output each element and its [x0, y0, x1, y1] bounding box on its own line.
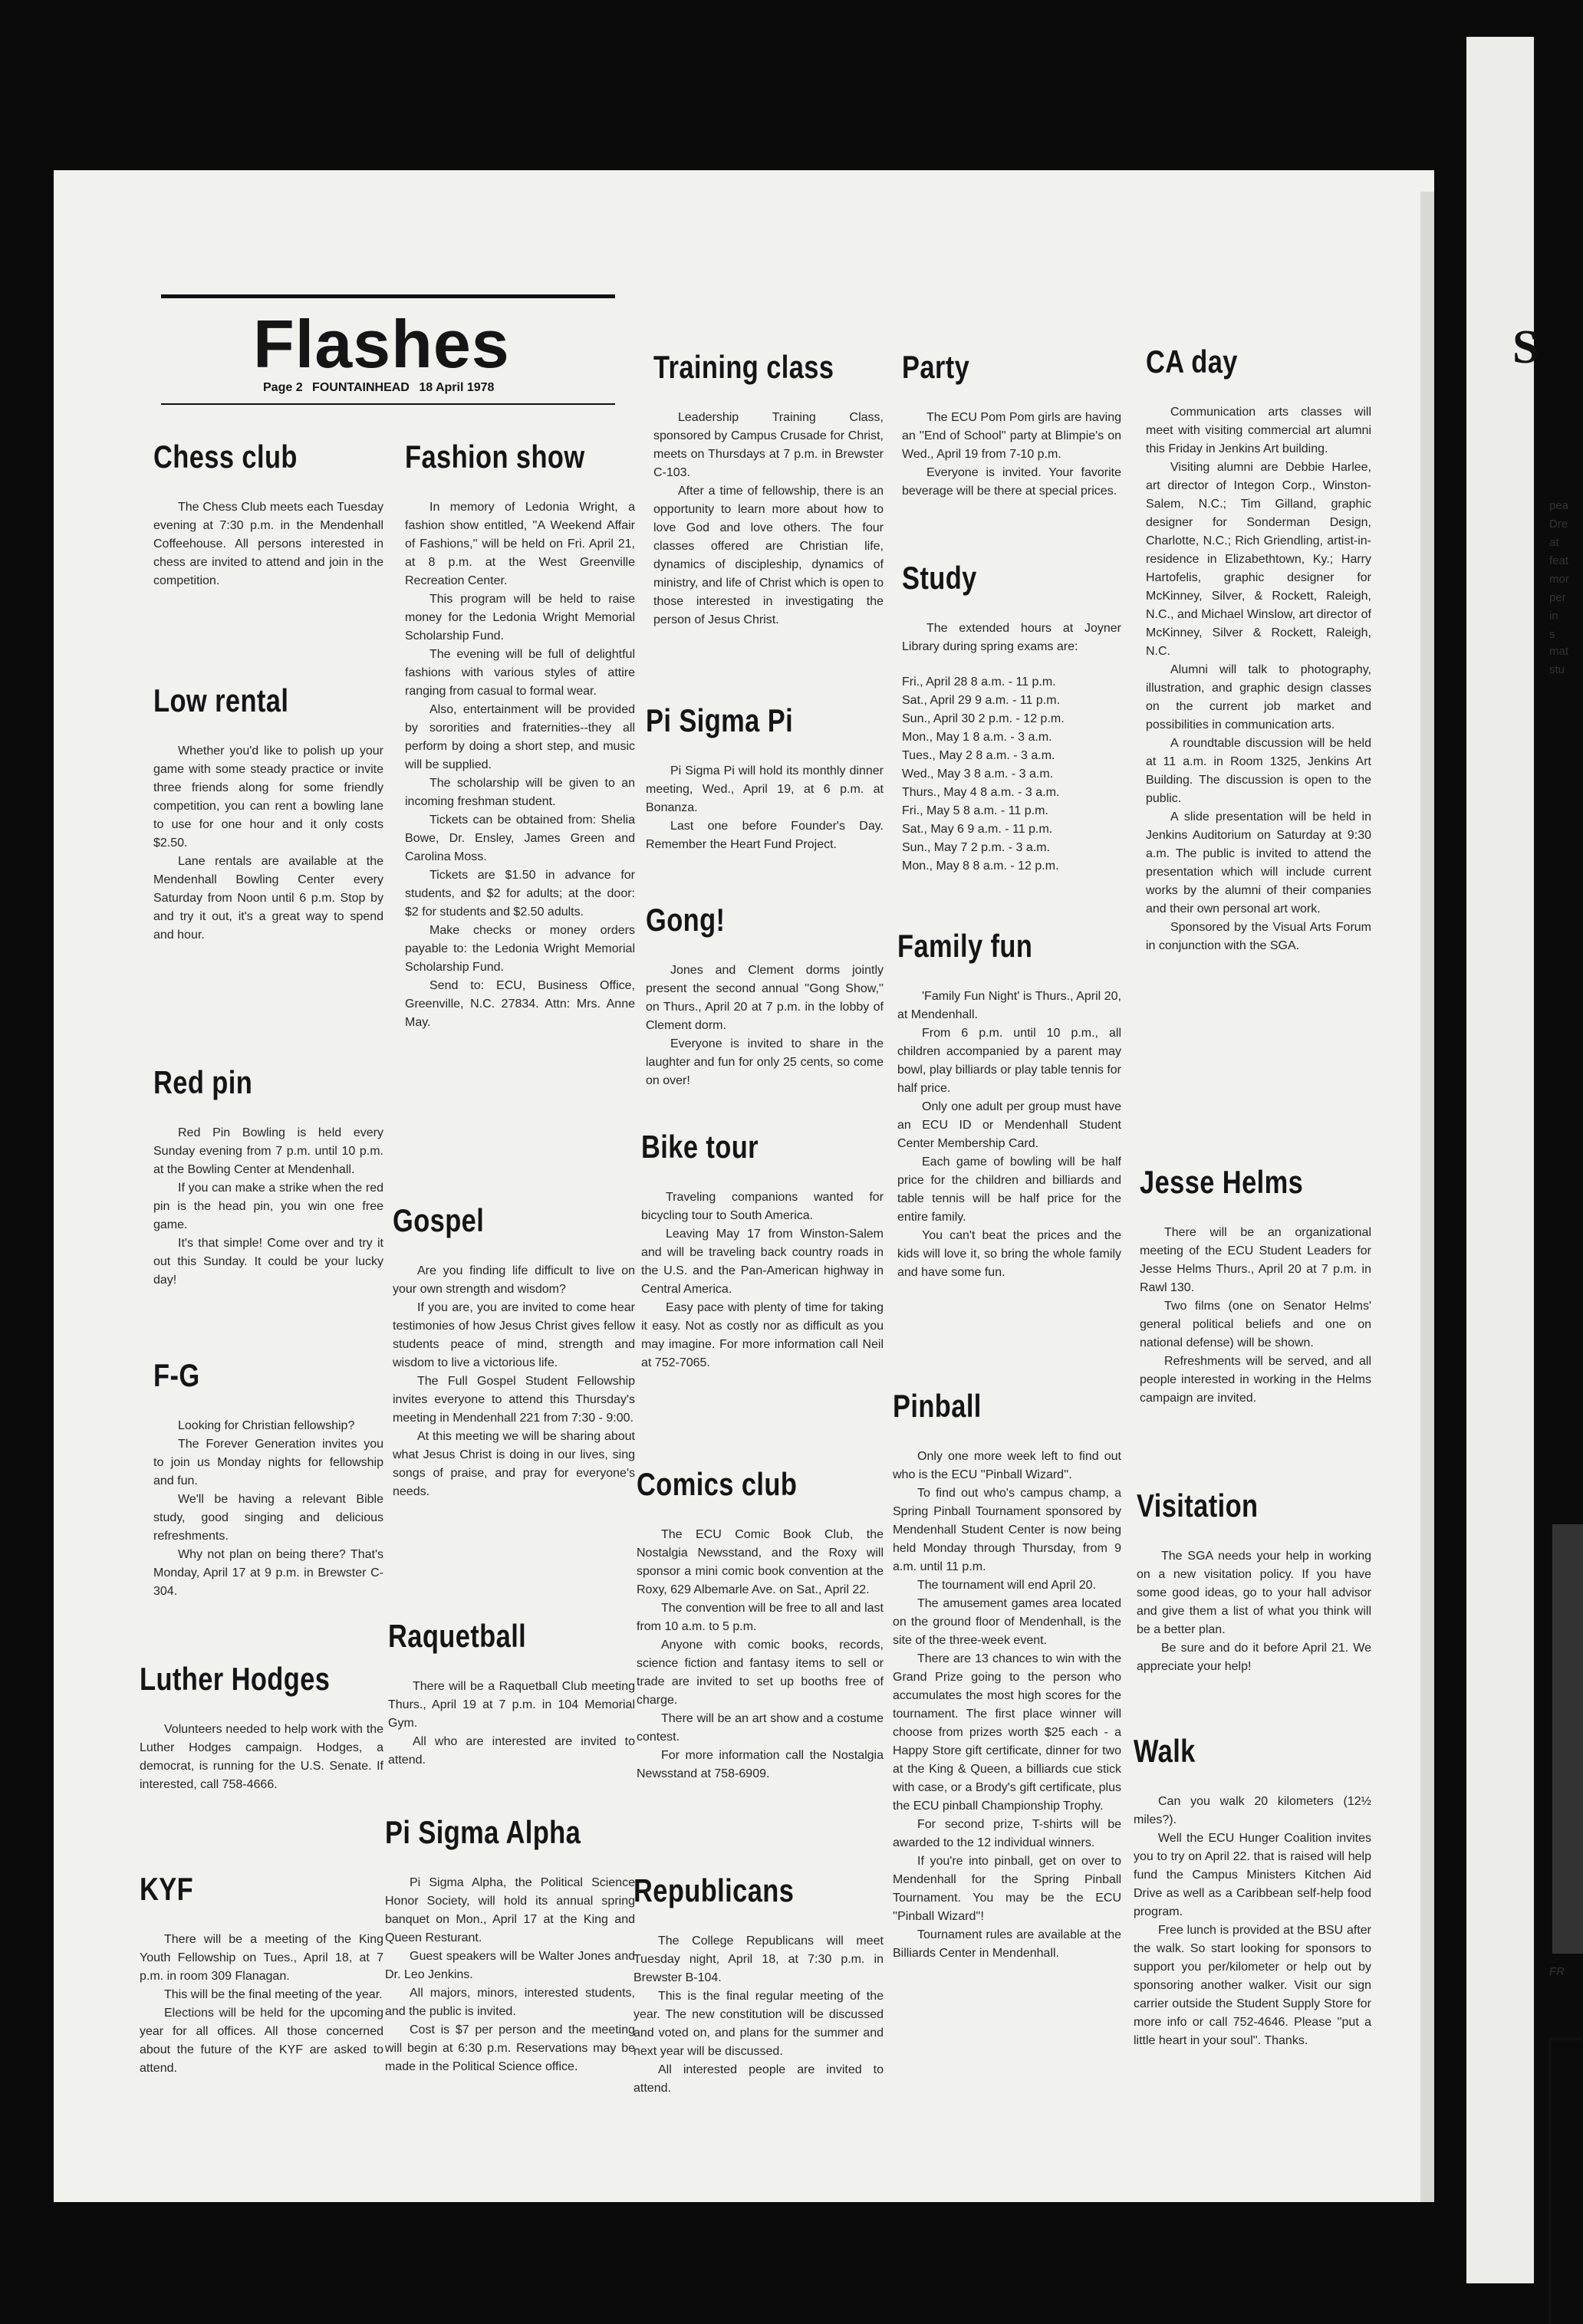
body-paragraph: The extended hours at Joyner Library during spring exams are:	[902, 622, 1121, 653]
body-paragraph: Anyone with comic books, records, science fiction and fantasy items to sell or trade are invited to set up booths free of charge.	[637, 1639, 884, 1707]
body-paragraph: The ECU Comic Book Club, the Nostalgia Newsstand, and the Roxy will sponsor a mini comic book convention at the Roxy, 629 Albemarle Ave. on Sat., April 22.	[637, 1528, 884, 1596]
body-paragraph: Pi Sigma Pi will hold its monthly dinner meeting, Wed., April 19, at 6 p.m. at Bonanza.	[646, 764, 884, 814]
body-paragraph: The SGA needs your help in working on a new visitation policy. If you have some good ideas, go to your hall advisor and give them a list of what you think will be a better plan.	[1137, 1550, 1371, 1636]
adjacent-text-fragment: stu	[1549, 663, 1565, 676]
body-paragraph: This is the final regular meeting of the year. The new constitution will be discussed and voted on, and plans for the summer and next year will be discussed.	[634, 1990, 884, 2058]
body-paragraph: Tickets are $1.50 in advance for students, and $2 for adults; at the door: $2 for students and $2.50 adults.	[405, 869, 635, 919]
adjacent-text-fragment: mat	[1549, 645, 1569, 658]
headline: Party	[902, 349, 970, 385]
masthead-bottom-rule	[161, 403, 615, 405]
body-paragraph: There will be a meeting of the King Youth Fellowship on Tues., April 18, at 7 p.m. in room 309 Flanagan.	[140, 1933, 383, 1983]
body-paragraph: Why not plan on being there? That's Monday, April 17 at 9 p.m. in Brewster C-304.	[153, 1548, 383, 1598]
body-paragraph: Lane rentals are available at the Mendenhall Bowling Center every Saturday from Noon until 6 p.m. Stop by and try it out, it's a great way to spend and hour.	[153, 855, 383, 942]
article-party	[902, 349, 1121, 501]
body-paragraph: The scholarship will be given to an incoming freshman student.	[405, 777, 635, 808]
adjacent-text-fragment: at	[1549, 536, 1559, 549]
body-paragraph: Guest speakers will be Walter Jones and Dr. Leo Jenkins.	[385, 1950, 635, 1981]
headline: F-G	[153, 1357, 200, 1393]
body-paragraph: Whether you'd like to polish up your game with some steady practice or invite three friends along for some friendly competition, you can rent a bowling lane to use for one hour and it only costs $2.50.	[153, 745, 383, 850]
body-paragraph: Elections will be held for the upcoming year for all offices. All those concerned about the future of the KYF are asked to attend.	[140, 2007, 383, 2075]
headline: Family fun	[897, 928, 1033, 964]
issue-date: 18 April 1978	[419, 381, 495, 394]
article-hodges	[140, 1661, 383, 1794]
article-gong	[646, 902, 884, 1090]
body-paragraph: The tournament will end April 20.	[917, 1579, 1097, 1592]
body-paragraph: The ECU Pom Pom girls are having an ''End of School'' party at Blimpie's on Wed., April 19 from 7-10 p.m.	[902, 411, 1121, 461]
headline: Chess club	[153, 439, 298, 475]
body-paragraph: Easy pace with plenty of time for taking it easy. Not as costly nor as difficult as you may imagine. For more information call Neil at 752-7065.	[641, 1301, 884, 1369]
headline: Training class	[653, 349, 834, 385]
body-paragraph: Looking for Christian fellowship?	[178, 1419, 355, 1432]
body-paragraph: Everyone is invited to share in the laughter and fun for only 25 cents, so come on over!	[646, 1037, 884, 1087]
adjacent-box	[1549, 2038, 1582, 2324]
article-family	[897, 928, 1121, 1282]
body-paragraph: Leaving May 17 from Winston-Salem and will be traveling back country roads in the U.S. and the Pan-American highway in Central America.	[641, 1228, 884, 1296]
body-paragraph: Alumni will talk to photography, illustration, and graphic design classes on the current job market and possibilities in communication arts.	[1146, 663, 1371, 731]
body-paragraph: This program will be held to raise money for the Ledonia Wright Memorial Scholarship Fund.	[405, 593, 635, 643]
body-paragraph: Tickets can be obtained from: Shelia Bowe, Dr. Ensley, James Green and Carolina Moss.	[405, 814, 635, 863]
body-paragraph: Visiting alumni are Debbie Harlee, art director of Integon Corp., Winston-Salem, N.C.; Tim Gilland, graphic designer for Sonderman Design, Charlotte, N.C.; Rich Griendling, artist-in-residence in Elizabethtown, Ky.; Harry Hartofelis, graphic designer for McKinney, Silver, & Rockett, Raleigh, N.C., and Michael Winslow, art director of McKinney, Silver & Rockett, Raleigh, N.C.	[1146, 461, 1371, 658]
hours-row: Tues., May 2 8 a.m. - 3 a.m.	[902, 749, 1055, 762]
article-rental	[153, 682, 383, 945]
paper-name: FOUNTAINHEAD	[312, 381, 410, 394]
article-walk	[1134, 1733, 1371, 2050]
article-kyf	[140, 1871, 383, 2078]
adjacent-page	[1466, 37, 1569, 2283]
article-comics	[637, 1466, 884, 1783]
body-paragraph: Well the ECU Hunger Coalition invites you to try on April 22. that is raised will help fund the Campus Ministers Kitchen Aid Drive as well as a Caribbean self-help food program.	[1134, 1832, 1371, 1918]
headline: Low rental	[153, 682, 289, 718]
headline: KYF	[140, 1871, 194, 1907]
headline: Pi Sigma Alpha	[385, 1814, 581, 1850]
adjacent-caption: FR	[1549, 1965, 1565, 1978]
adjacent-text-fragment: feat	[1549, 554, 1569, 567]
article-gospel	[393, 1202, 635, 1501]
headline: CA day	[1146, 344, 1238, 380]
headline: Gospel	[393, 1202, 485, 1238]
body-paragraph: If you can make a strike when the red pin is the head pin, you win one free game.	[153, 1182, 383, 1231]
hours-row: Fri., April 28 8 a.m. - 11 p.m.	[902, 676, 1056, 689]
body-paragraph: If you're into pinball, get on over to Mendenhall for the Spring Pinball Tournament. You may be the ECU ''Pinball Wizard''!	[893, 1855, 1121, 1923]
body-paragraph: For second prize, T-shirts will be awarded to the 12 individual winners.	[893, 1818, 1121, 1849]
hours-row: Wed., May 3 8 a.m. - 3 a.m.	[902, 768, 1054, 781]
hours-row: Sat., May 6 9 a.m. - 11 p.m.	[902, 823, 1053, 836]
adjacent-text-fragment: in s	[1549, 610, 1558, 641]
body-paragraph: Only one adult per group must have an ECU ID or Mendenhall Student Center Membership Card.	[897, 1100, 1121, 1150]
headline: Bike tour	[641, 1129, 759, 1165]
body-paragraph: The Forever Generation invites you to join us Monday nights for fellowship and fun.	[153, 1438, 383, 1487]
body-paragraph: From 6 p.m. until 10 p.m., all children accompanied by a parent may bowl, play billiards or play table tennis for half price.	[897, 1027, 1121, 1095]
body-paragraph: Tournament rules are available at the Billiards Center in Mendenhall.	[893, 1928, 1121, 1960]
body-paragraph: There will be an organizational meeting of the ECU Student Leaders for Jesse Helms Thurs., April 20 at 7 p.m. in Rawl 130.	[1140, 1226, 1371, 1294]
article-raquet	[388, 1618, 635, 1770]
article-bike	[641, 1129, 884, 1372]
headline: Red pin	[153, 1064, 253, 1100]
headline: Walk	[1134, 1733, 1196, 1769]
headline: Luther Hodges	[140, 1661, 331, 1697]
page-fold-shadow	[1420, 192, 1434, 2202]
body-paragraph: Leadership Training Class, sponsored by Campus Crusade for Christ, meets on Thursdays at 7 p.m. in Brewster C-103.	[653, 411, 884, 479]
headline: Study	[902, 560, 977, 596]
hours-row: Sat., April 29 9 a.m. - 11 p.m.	[902, 694, 1061, 707]
page-title: Flashes	[253, 306, 510, 382]
body-paragraph: The evening will be full of delightful fashions with various styles of attire ranging from casual to formal wear.	[405, 648, 635, 698]
article-fashion	[405, 439, 635, 1032]
masthead-top-rule	[161, 294, 615, 298]
article-visit	[1137, 1487, 1371, 1676]
body-paragraph: This will be the final meeting of the year.	[164, 1988, 383, 2001]
headline: Republicans	[634, 1872, 795, 1908]
body-paragraph: At this meeting we will be sharing about what Jesus Christ is doing in our lives, sing songs of praise, and pray for everyone's needs.	[393, 1430, 635, 1498]
article-repub	[634, 1872, 884, 2098]
hours-row: Mon., May 8 8 a.m. - 12 p.m.	[902, 860, 1059, 873]
article-helms	[1140, 1164, 1371, 1408]
article-caday	[1146, 344, 1371, 955]
body-paragraph: Jones and Clement dorms jointly present the second annual ''Gong Show,'' on Thurs., April 20 at 7 p.m. in the lobby of Clement dorm.	[646, 964, 884, 1032]
body-paragraph: A slide presentation will be held in Jenkins Auditorium on Saturday at 9:30 a.m. The public is invited to attend the presentation which will include current works by the alumni of their companies and their own personal art work.	[1146, 810, 1371, 915]
body-paragraph: All majors, minors, interested students, and the public is invited.	[385, 1987, 635, 2018]
body-paragraph: The College Republicans will meet Tuesday night, April 18, at 7:30 p.m. in Brewster B-104.	[634, 1934, 884, 1984]
body-paragraph: There will be a Raquetball Club meeting Thurs., April 19 at 7 p.m. in 104 Memorial Gym.	[388, 1680, 635, 1730]
body-paragraph: A roundtable discussion will be held at 11 a.m. in Room 1325, Jenkins Art Building. The discussion is open to the public.	[1146, 737, 1371, 805]
dateline	[263, 381, 500, 395]
body-paragraph: Can you walk 20 kilometers (12½ miles?).	[1134, 1795, 1371, 1826]
body-paragraph: Free lunch is provided at the BSU after the walk. So start looking for sponsors to support you per/kilometer or help out by sponsoring another walker. Visit our sign carrier outside the Student Supply Store for more info or call 752-4646. Please ''put a little heart in your soul''. Thanks.	[1134, 1924, 1371, 2047]
body-paragraph: Everyone is invited. Your favorite beverage will be there at special prices.	[902, 466, 1121, 498]
body-paragraph: The Chess Club meets each Tuesday evening at 7:30 p.m. in the Mendenhall Coffeehouse. All persons interested in chess are invited to attend and join in the competition.	[153, 501, 383, 587]
page-number: Page 2	[263, 381, 303, 394]
body-paragraph: To find out who's campus champ, a Spring Pinball Tournament sponsored by Mendenhall Student Center is now being held Monday through Thursday, from 9 a.m. until 11 p.m.	[893, 1487, 1121, 1573]
hours-row: Thurs., May 4 8 a.m. - 3 a.m.	[902, 786, 1060, 799]
hours-row: Sun., May 7 2 p.m. - 3 a.m.	[902, 841, 1050, 854]
article-training	[653, 349, 884, 629]
adjacent-text-fragment: Dre	[1549, 518, 1568, 531]
body-paragraph: The Full Gospel Student Fellowship invites everyone to attend this Thursday's meeting in Mendenhall 221 from 7:30 - 9:00.	[393, 1375, 635, 1425]
headline: Comics club	[637, 1466, 798, 1502]
body-paragraph: Sponsored by the Visual Arts Forum in conjunction with the SGA.	[1146, 921, 1371, 952]
article-psp	[646, 702, 884, 854]
body-paragraph: Be sure and do it before April 21. We appreciate your help!	[1137, 1642, 1371, 1673]
body-paragraph: All interested people are invited to attend.	[634, 2063, 884, 2095]
body-paragraph: You can't beat the prices and the kids will love it, so bring the whole family and have some fun.	[897, 1229, 1121, 1279]
adjacent-text-fragment: mor	[1549, 573, 1569, 586]
hours-row: Fri., May 5 8 a.m. - 11 p.m.	[902, 804, 1048, 817]
article-fg	[153, 1357, 383, 1601]
body-paragraph: For more information call the Nostalgia Newsstand at 758-6909.	[637, 1749, 884, 1780]
adjacent-initial: S	[1512, 321, 1539, 373]
headline: Jesse Helms	[1140, 1164, 1304, 1200]
body-paragraph: Make checks or money orders payable to: the Ledonia Wright Memorial Scholarship Fund.	[405, 924, 635, 974]
headline: Fashion show	[405, 439, 585, 475]
body-paragraph: The convention will be free to all and last from 10 a.m. to 5 p.m.	[637, 1602, 884, 1633]
body-paragraph: Two films (one on Senator Helms' general political beliefs and one on national defense) will be shown.	[1140, 1300, 1371, 1349]
adjacent-text-fragment: per	[1549, 591, 1566, 604]
article-redpin	[153, 1064, 383, 1290]
headline: Pinball	[893, 1388, 982, 1424]
body-paragraph: Red Pin Bowling is held every Sunday evening from 7 p.m. until 10 p.m. at the Bowling Center at Mendenhall.	[153, 1126, 383, 1176]
body-paragraph: Only one more week left to find out who is the ECU ''Pinball Wizard''.	[893, 1450, 1121, 1481]
adjacent-photo	[1552, 1524, 1583, 1954]
body-paragraph: Are you finding life difficult to live on your own strength and wisdom?	[393, 1264, 635, 1296]
adjacent-text-fragment: pea	[1549, 499, 1569, 512]
body-paragraph: Each game of bowling will be half price for the children and billiards and table tennis will be half price for the entire family.	[897, 1155, 1121, 1224]
body-paragraph: Last one before Founder's Day. Remember the Heart Fund Project.	[646, 820, 884, 851]
body-paragraph: We'll be having a relevant Bible study, good singing and delicious refreshments.	[153, 1493, 383, 1543]
body-paragraph: It's that simple! Come over and try it out this Sunday. It could be your lucky day!	[153, 1237, 383, 1287]
body-paragraph: There are 13 chances to win with the Grand Prize going to the person who accumulates the most high scores for the tournament. The first place winner will choose from prizes worth $25 each - a Happy Store gift certificate, dinner for two at the King & Queen, a billiards cue stick with case, or a Brody's gift certificate, plus the ECU pinball Championship Trophy.	[893, 1652, 1121, 1813]
body-paragraph: Traveling companions wanted for bicycling tour to South America.	[641, 1191, 884, 1222]
hours-row: Sun., April 30 2 p.m. - 12 p.m.	[902, 712, 1065, 725]
body-paragraph: If you are, you are invited to come hear testimonies of how Jesus Christ gives fellow students peace of mind, strength and wisdom to live a victorious life.	[393, 1301, 635, 1369]
body-paragraph: There will be an art show and a costume contest.	[637, 1712, 884, 1744]
body-paragraph: The amusement games area located on the ground floor of Mendenhall, is the site of the three-week event.	[893, 1597, 1121, 1647]
headline: Gong!	[646, 902, 726, 938]
body-paragraph: Send to: ECU, Business Office, Greenville, N.C. 27834. Attn: Mrs. Anne May.	[405, 979, 635, 1029]
article-chess	[153, 439, 383, 590]
body-paragraph: Cost is $7 per person and the meeting will begin at 6:30 p.m. Reservations may be made in the Political Science office.	[385, 2023, 635, 2073]
headline: Pi Sigma Pi	[646, 702, 794, 738]
body-paragraph: 'Family Fun Night' is Thurs., April 20, at Mendenhall.	[897, 990, 1121, 1021]
body-paragraph: Volunteers needed to help work with the Luther Hodges campaign. Hodges, a democrat, is running for the U.S. Senate. If interested, call 758-4666.	[140, 1723, 383, 1791]
body-paragraph: Refreshments will be served, and all people interested in working in the Helms campaign are invited.	[1140, 1355, 1371, 1405]
hours-row: Mon., May 1 8 a.m. - 3 a.m.	[902, 731, 1052, 744]
body-paragraph: Pi Sigma Alpha, the Political Science Honor Society, will hold its annual spring banquet on Mon., April 17 at the King and Queen Resturant.	[385, 1876, 635, 1944]
hours-list	[902, 673, 1121, 876]
body-paragraph: Communication arts classes will meet with visiting commercial art alumni this Friday in Jenkins Art building.	[1146, 406, 1371, 455]
article-pinball	[893, 1388, 1121, 1963]
headline: Visitation	[1137, 1487, 1259, 1524]
headline: Raquetball	[388, 1618, 527, 1654]
body-paragraph: Also, entertainment will be provided by sororities and fraternities--they all perform by doing a short step, and music will be supplied.	[405, 703, 635, 771]
article-study	[902, 560, 1121, 876]
article-psalpha	[385, 1814, 635, 2076]
body-paragraph: In memory of Ledonia Wright, a fashion show entitled, ''A Weekend Affair of Fashions,'' will be held on Fri. April 21, at 8 p.m. at the West Greenville Recreation Center.	[405, 501, 635, 587]
body-paragraph: All who are interested are invited to attend.	[388, 1735, 635, 1767]
body-paragraph: After a time of fellowship, there is an opportunity to learn more about how to love God and love others. The four classes offered are Christian life, dynamics of discipleship, dynamics of ministry, and life of Christ which is open to those interested in investigating the person of Jesus Christ.	[653, 485, 884, 626]
